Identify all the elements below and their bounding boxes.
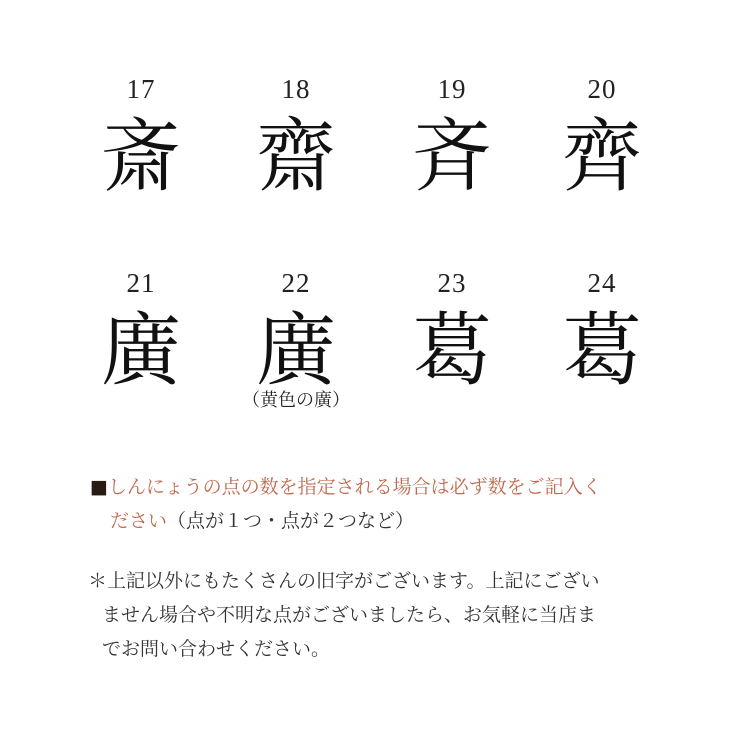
notice-example: （点が１つ・点が２つなど） [167, 510, 415, 532]
kanji-cell-18 [236, 74, 356, 203]
kanji-cell-19 [392, 74, 512, 203]
kanji-glyph: 斉 [412, 110, 492, 203]
notice-text: しんにょうの点の数を指定される場合は必ず数をご記入く [107, 476, 602, 498]
old-kanji-footnote [88, 564, 688, 666]
kanji-number: 20 [587, 74, 617, 104]
kanji-glyph: 廣 [101, 304, 181, 397]
kanji-glyph: 齊 [562, 110, 642, 203]
footnote-line-3: でお問い合わせください。 [102, 638, 331, 660]
kanji-glyph: 廣 [256, 304, 336, 397]
kanji-glyph: 葛 [562, 304, 642, 397]
kanji-glyph: 斎 [101, 110, 181, 203]
kanji-glyph: 葛 [412, 304, 492, 397]
kanji-number: 19 [437, 74, 467, 104]
kanji-glyph: 齋 [256, 110, 336, 203]
kanji-cell-17 [81, 74, 201, 203]
square-bullet-icon: ■ [90, 476, 108, 498]
kanji-variant-note: （黄色の廣） [242, 390, 350, 411]
kanji-number: 17 [126, 74, 156, 104]
kanji-number: 21 [126, 268, 156, 298]
kanji-cell-21 [81, 268, 201, 397]
kanji-cell-20 [542, 74, 662, 203]
kanji-number: 23 [437, 268, 467, 298]
kanji-number: 24 [587, 268, 617, 298]
kanji-number: 18 [281, 74, 311, 104]
notice-text-highlight: ださい [110, 510, 168, 532]
footnote-line-2: ません場合や不明な点がございましたら、お気軽に当店ま [102, 604, 597, 626]
footnote-line-1: ＊上記以外にもたくさんの旧字がございます。上記にござい [88, 570, 600, 592]
kanji-cell-24 [542, 268, 662, 397]
kanji-number: 22 [281, 268, 311, 298]
shinnyo-dot-notice [90, 470, 690, 538]
kanji-cell-22 [236, 268, 356, 412]
kanji-cell-23 [392, 268, 512, 397]
notice-line-2 [90, 504, 690, 538]
notice-line-1 [90, 470, 690, 504]
